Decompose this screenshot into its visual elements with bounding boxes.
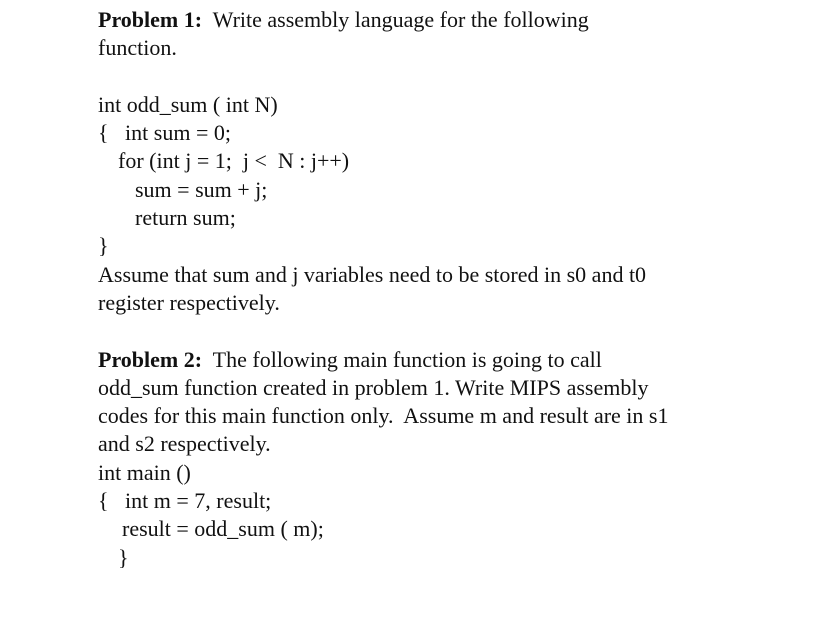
code-line-main-decl: { int m = 7, result; [98,488,272,514]
problem1-intro-line2: function. [98,35,177,61]
code-line-for-loop: for (int j = 1; j < N : j++) [118,148,350,174]
problem2-intro-line3: codes for this main function only. Assume m and result are in s1 [98,403,669,429]
code-line-main-call: result = odd_sum ( m); [122,516,324,542]
spacer [98,63,808,91]
code-line-sum-init: { int sum = 0; [98,120,231,146]
problem1-intro-text: Write assembly language for the following [202,7,589,32]
problem2-heading: Problem 2: [98,346,203,372]
problem1-heading: Problem 1: [98,7,203,32]
problem1-assume-line1: Assume that sum and j variables need to be stored in s0 and t0 [98,261,647,287]
document-body [98,6,808,572]
problem2-intro-line4: and s2 respectively. [98,431,271,457]
problem2-intro-line1 [98,346,808,374]
spacer [98,317,808,345]
code-line-return: return sum; [135,205,236,231]
code-line-close-brace: } [98,233,109,259]
code-line-signature: int odd_sum ( int N) [98,91,278,117]
problem1-intro-line1 [98,6,808,34]
problem1-assume-line2: register respectively. [98,289,280,315]
code-line-main-close-brace: } [118,544,129,570]
problem2-intro-line2: odd_sum function created in problem 1. Write MIPS assembly [98,374,649,400]
code-line-main-signature: int main () [98,459,191,485]
code-line-sum-add: sum = sum + j; [135,176,268,202]
problem2-intro-text: The following main function is going to call [202,346,602,372]
